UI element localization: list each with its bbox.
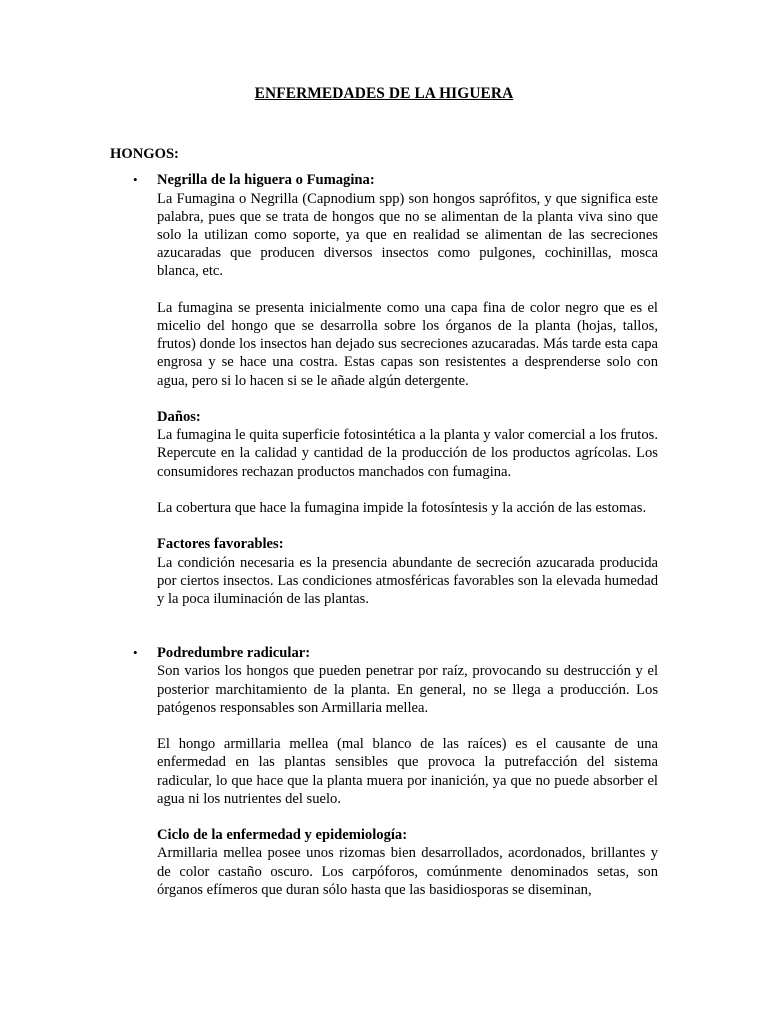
subheading-ciclo: Ciclo de la enfermedad y epidemiología: <box>157 827 408 844</box>
bullet-icon: • <box>133 172 138 188</box>
subheading-factores: Factores favorables: <box>157 536 284 553</box>
paragraph-fumagina-description: La fumagina se presenta inicialmente como una capa fina de color negro que es el micelio del hongo que se desarrolla sobre los órganos de la planta (hojas, tallos, frutos) donde los insectos han dejado sus secreciones azucaradas. Más tarde esta capa engrosa y se hace una costra. Estas capas son resistentes a desprenderse solo con agua, pero si lo hacen si se le añade algún detergente. <box>157 299 658 389</box>
paragraph-podredumbre-intro: Son varios los hongos que pueden penetrar por raíz, provocando su destrucción y el posterior marchitamiento de la planta. En general, no se llega a producción. Los patógenos responsables son Armillaria mellea. <box>157 663 658 716</box>
item-title-fumagina: Negrilla de la higuera o Fumagina: <box>157 172 375 189</box>
subheading-danos: Daños: <box>157 409 201 426</box>
paragraph-armillaria: El hongo armillaria mellea (mal blanco de las raíces) es el causante de una enfermedad en las plantas sensibles que provoca la putrefacción del sistema radicular, lo que hace que la planta muera por inanición, ya que no puede absorber el agua ni los nutrientes del suelo. <box>157 736 658 807</box>
paragraph-danos: La fumagina le quita superficie fotosintética a la planta y valor comercial a los frutos. Repercute en la calidad y cantidad de la producción de los productos agrícolas. Los consumidores rechazan productos manchados con fumagina. <box>157 427 658 480</box>
section-heading-hongos: HONGOS: <box>110 146 179 163</box>
list-item-podredumbre <box>110 644 658 899</box>
paragraph-fumagina-intro: La Fumagina o Negrilla (Capnodium spp) son hongos saprófitos, y que significa este palabra, pues que se trata de hongos que no se alimentan de la planta viva sino que solo la utilizan como soporte, ya que en realidad se alimentan de las secreciones azucaradas que producen diversos insectos como pulgones, cochinillas, mosca blanca, etc. <box>157 190 658 280</box>
document-title: ENFERMEDADES DE LA HIGUERA <box>254 85 514 102</box>
paragraph-factores: La condición necesaria es la presencia abundante de secreción azucarada producida por ciertos insectos. Las condiciones atmosféricas favorables son la elevada humedad y la poca iluminación de las plantas. <box>157 554 658 608</box>
list-item-fumagina <box>110 171 658 608</box>
paragraph-ciclo: Armillaria mellea posee unos rizomas bien desarrollados, acordonados, brillantes y de color castaño oscuro. Los carpóforos, comúnmente denominados setas, son órganos efímeros que duran sólo hasta que las basidiosporas se diseminan, <box>157 845 658 898</box>
item-title-podredumbre: Podredumbre radicular: <box>157 645 311 662</box>
paragraph-cobertura: La cobertura que hace la fumagina impide la fotosíntesis y la acción de las estomas. <box>157 500 647 517</box>
bullet-icon: • <box>133 645 138 661</box>
